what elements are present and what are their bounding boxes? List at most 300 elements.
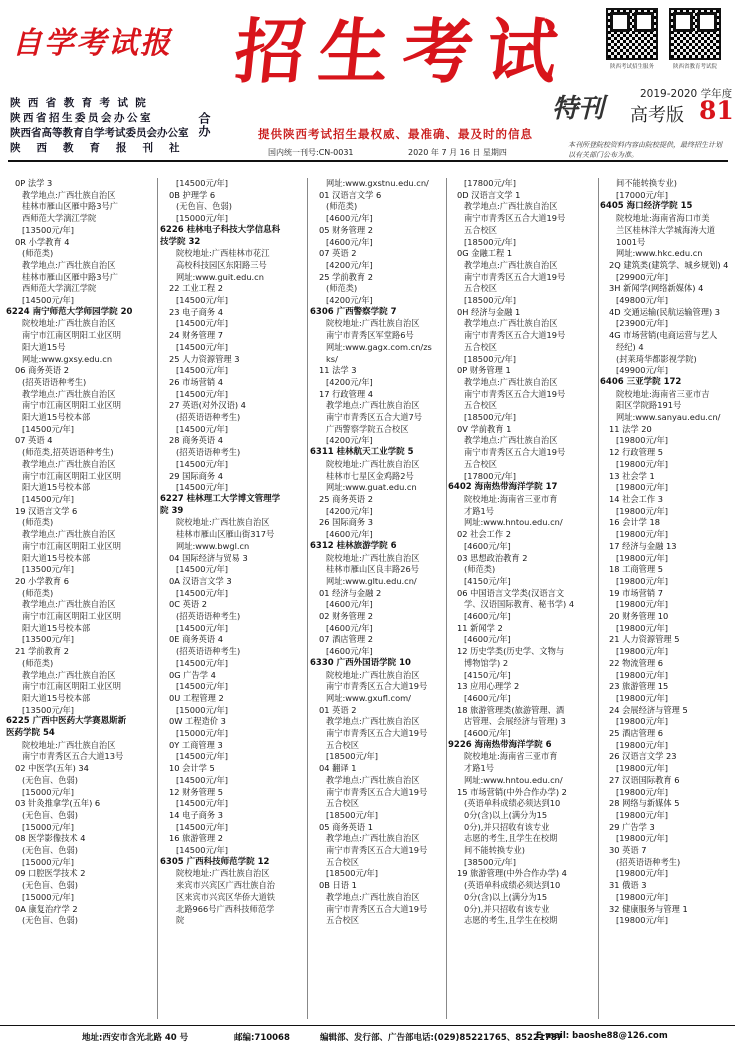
detail-line: [14500元/年]: [176, 587, 228, 598]
detail-line: [19800元/年]: [616, 763, 668, 774]
detail-line: [15000元/年]: [176, 704, 228, 715]
detail-line: [15000元/年]: [22, 786, 74, 797]
major-entry: 0W 工程造价 3: [169, 716, 226, 727]
detail-line: [17800元/年]: [464, 178, 516, 188]
detail-line: (师范类): [22, 248, 54, 259]
issue-date: 2020 年 7 月 16 日 星期四: [408, 148, 507, 157]
listing-column-2: [160, 178, 306, 1021]
major-entry: 07 英语 2: [319, 248, 357, 259]
major-entry: 13 社会学 1: [609, 470, 655, 481]
major-entry: 12 财务管理 5: [169, 786, 223, 797]
footer: [0, 1025, 735, 1049]
detail-line: 五合校区: [326, 739, 359, 750]
detail-line: [4600元/年]: [464, 692, 511, 703]
detail-line: [19800元/年]: [616, 716, 668, 727]
detail-line: [19800元/年]: [616, 646, 668, 657]
detail-line: [18500元/年]: [464, 236, 516, 247]
detail-line: (师范类): [464, 564, 496, 575]
detail-line: [14500元/年]: [176, 774, 228, 785]
detail-line: 南宁市江南区明阳工业区明: [22, 611, 121, 622]
detail-line: 阳大道15号校本部: [22, 552, 91, 563]
detail-line: 桂林市七星区金鸡路2号: [326, 470, 414, 481]
school-entry: 技学院 32: [160, 236, 201, 247]
major-entry: 26 国际商务 3: [319, 517, 373, 528]
column-divider: [157, 178, 158, 1019]
detail-line: 院校地址:广西桂林市花江: [176, 248, 270, 259]
major-entry: 2Q 建筑类(建筑学、城乡规划) 4: [609, 259, 729, 270]
major-entry: 02 社会工作 2: [457, 529, 511, 540]
detail-line: (无色盲、色弱): [22, 774, 78, 785]
detail-line: 五合校区: [464, 400, 497, 411]
detail-line: 教学地点:广西壮族自治区: [464, 376, 558, 387]
qr-caption: 陕西省教育考试院: [672, 64, 717, 70]
detail-line: 五合校区: [464, 458, 497, 469]
masthead: [0, 0, 735, 172]
organizer-line: 陕西教育报刊社: [10, 142, 196, 154]
detail-line: [23900元/年]: [616, 318, 668, 329]
major-entry: 18 工商管理 5: [609, 564, 663, 575]
detail-line: [13500元/年]: [22, 564, 74, 575]
page-number: 81: [699, 96, 734, 125]
detail-line: [14500元/年]: [176, 564, 228, 575]
detail-line: 经纪) 4: [616, 341, 644, 352]
detail-line: 博物馆学) 2: [464, 657, 509, 668]
major-entry: 0P 法学 3: [15, 178, 53, 188]
detail-line: [18500元/年]: [326, 809, 378, 820]
detail-line: [14500元/年]: [22, 295, 74, 306]
detail-line: 教学地点:广西壮族自治区: [464, 259, 558, 270]
detail-line: [4150元/年]: [464, 575, 511, 586]
masthead-title: 招生考试: [230, 10, 576, 93]
listing-column-4: [448, 178, 596, 1021]
detail-line: [4600元/年]: [464, 728, 511, 739]
major-entry: 12 行政管理 5: [609, 447, 663, 458]
major-entry: 26 汉语言文学 23: [609, 751, 677, 762]
major-entry: 11 法学 3: [319, 365, 357, 376]
detail-line: [19800元/年]: [616, 833, 668, 844]
header-divider: [8, 160, 728, 162]
major-entry: 27 汉语国际教育 6: [609, 774, 680, 785]
detail-line: 教学地点:广西壮族自治区: [22, 189, 116, 200]
detail-line: 志愿的考生,且学生在校期: [464, 833, 558, 844]
detail-line: 五合校区: [464, 283, 497, 294]
detail-line: [38500元/年]: [464, 856, 516, 867]
detail-line: 教学地点:广西壮族自治区: [464, 318, 558, 329]
major-entry: 0P 财务管理 1: [457, 365, 511, 376]
listing-column-1: [6, 178, 156, 1021]
major-entry: 0G 广告学 4: [169, 669, 216, 680]
detail-line: 阳区学院路191号: [616, 400, 682, 411]
detail-line: 教学地点:广西壮族自治区: [464, 201, 558, 212]
detail-line: 区来宾市兴宾区华侨大道铁: [176, 891, 275, 902]
major-entry: 23 旅游管理 15: [609, 681, 669, 692]
detail-line: 教学地点:广西壮族自治区: [22, 599, 116, 610]
detail-line: [14500元/年]: [176, 388, 228, 399]
detail-line: (招英语语种考生): [176, 412, 241, 423]
major-entry: 26 市场营销 4: [169, 376, 223, 387]
detail-line: 院校地址:广西壮族自治区: [176, 517, 270, 528]
detail-line: 阳大道15号校本部: [22, 622, 91, 633]
major-entry: 04 国际经济与贸易 3: [169, 552, 248, 563]
detail-line: [18500元/年]: [326, 751, 378, 762]
detail-line: 志愿的考生,且学生在校期: [464, 915, 558, 926]
detail-line: [4600元/年]: [464, 540, 511, 551]
detail-line: 广西警察学院五合校区: [326, 423, 409, 434]
detail-line: [19800元/年]: [616, 786, 668, 797]
major-entry: 06 商务英语 2: [15, 365, 69, 376]
detail-line: (无色盲、色弱): [22, 880, 78, 891]
detail-line: 桂林市雁山区雁山街317号: [176, 529, 275, 540]
school-entry: 6402 海南热带海洋学院 17: [448, 482, 558, 493]
detail-line: [17000元/年]: [616, 189, 668, 200]
detail-line: 南宁市江南区明阳工业区明: [22, 681, 121, 692]
column-divider: [598, 178, 599, 1019]
special-edition-label: 特刊: [552, 94, 605, 124]
detail-line: 阳大道15号校本部: [22, 692, 91, 703]
detail-line: [4200元/年]: [326, 295, 373, 306]
school-entry: 6306 广西警察学院 7: [310, 306, 397, 317]
detail-line: 五合校区: [464, 224, 497, 235]
detail-line: 网址:www.sanyau.edu.cn/: [616, 412, 721, 423]
major-entry: 16 旅游管理 2: [169, 833, 223, 844]
detail-line: 阳大道15号校本部: [22, 412, 91, 423]
detail-line: 网址:www.hntou.edu.cn/: [464, 774, 563, 785]
footer-phone: 编辑部、发行部、广告部电话:(029)85221765、85221787: [320, 1033, 563, 1043]
detail-line: 南宁市江南区明阳工业区明: [22, 540, 121, 551]
school-entry: 6330 广西外国语学院 10: [310, 657, 411, 668]
detail-line: [14500元/年]: [176, 681, 228, 692]
detail-line: 才路1号: [464, 763, 494, 774]
detail-line: [19800元/年]: [616, 505, 668, 516]
school-entry: 6225 广西中医药大学赛恩斯新: [6, 716, 127, 727]
major-entry: 31 俄语 3: [609, 880, 647, 891]
detail-line: [19800元/年]: [616, 915, 668, 926]
detail-line: 南宁市江南区明阳工业区明: [22, 470, 121, 481]
major-entry: 01 英语 2: [319, 704, 357, 715]
detail-line: 院校地址:广西壮族自治区: [326, 669, 420, 680]
detail-line: [14500元/年]: [176, 845, 228, 856]
detail-line: 桂林市雁山区雁中路3号广: [22, 201, 118, 212]
detail-line: 南宁市江南区明阳工业区明: [22, 330, 121, 341]
detail-line: [14500元/年]: [176, 318, 228, 329]
detail-line: [29900元/年]: [616, 271, 668, 282]
detail-line: 院校地址:广西壮族自治区: [326, 552, 420, 563]
detail-line: 院校地址:广西壮族自治区: [326, 458, 420, 469]
detail-line: [49800元/年]: [616, 295, 668, 306]
detail-line: 网址:www.gxufl.com/: [326, 692, 411, 703]
detail-line: [4600元/年]: [464, 634, 511, 645]
detail-line: 南宁市青秀区五合大道19号: [326, 845, 428, 856]
detail-line: 南宁市青秀区五合大道19号: [464, 447, 566, 458]
school-entry: 院 39: [160, 505, 184, 516]
detail-line: [49900元/年]: [616, 365, 668, 376]
detail-line: [19800元/年]: [616, 482, 668, 493]
detail-line: [14500元/年]: [176, 295, 228, 306]
detail-line: [14500元/年]: [176, 622, 228, 633]
major-entry: 0A 汉语言文学 3: [169, 575, 232, 586]
major-entry: 0A 康复治疗学 2: [15, 903, 78, 914]
major-entry: 07 英语 4: [15, 435, 53, 446]
major-entry: 14 社会工作 3: [609, 493, 663, 504]
major-entry: 06 中国语言文学类(汉语言文: [457, 587, 565, 598]
detail-line: 0分(含)以上(满分为15: [464, 809, 548, 820]
detail-line: 教学地点:广西壮族自治区: [22, 669, 116, 680]
detail-line: ks/: [326, 353, 338, 364]
detail-line: (无色盲、色弱): [22, 809, 78, 820]
major-entry: 0E 商务英语 4: [169, 634, 223, 645]
organizer-list: [10, 96, 210, 156]
detail-line: [19800元/年]: [616, 739, 668, 750]
detail-line: 网址:www.hkc.edu.cn: [616, 248, 703, 259]
detail-line: 0分),并只招收有该专业: [464, 821, 550, 832]
detail-line: [14500元/年]: [176, 341, 228, 352]
detail-line: 院: [176, 915, 185, 926]
detail-line: [19800元/年]: [616, 529, 668, 540]
detail-line: 院校地址:海南省海口市美: [616, 213, 710, 224]
detail-line: 学、汉语国际教育、秘书学) 4: [464, 599, 575, 610]
school-entry: 6312 桂林旅游学院 6: [310, 540, 397, 551]
major-entry: 03 针灸推拿学(五年) 6: [15, 798, 101, 809]
detail-line: [4600元/年]: [326, 529, 373, 540]
detail-line: [14500元/年]: [176, 423, 228, 434]
major-entry: 01 经济与金融 2: [319, 587, 382, 598]
major-entry: 19 旅游管理(中外合作办学) 4: [457, 868, 567, 879]
detail-line: [14500元/年]: [22, 423, 74, 434]
detail-line: [19800元/年]: [616, 692, 668, 703]
major-entry: 28 商务英语 4: [169, 435, 223, 446]
detail-line: [4600元/年]: [464, 611, 511, 622]
detail-line: [19800元/年]: [616, 552, 668, 563]
detail-line: (招英语语种考生): [176, 447, 241, 458]
school-entry: 6226 桂林电子科技大学信息科: [160, 224, 281, 235]
detail-line: [14500元/年]: [176, 482, 228, 493]
detail-line: (无色盲、色弱): [22, 845, 78, 856]
major-entry: 01 汉语言文学 6: [319, 189, 382, 200]
major-entry: 17 行政管理 4: [319, 388, 373, 399]
detail-line: [4600元/年]: [326, 646, 373, 657]
detail-line: 教学地点:广西壮族自治区: [326, 716, 420, 727]
qr-code-icon[interactable]: [606, 8, 658, 60]
major-entry: 25 商务英语 2: [319, 493, 373, 504]
listing-column-3: [310, 178, 445, 1021]
detail-line: [18500元/年]: [464, 295, 516, 306]
detail-line: 网址:www.hntou.edu.cn/: [464, 517, 563, 528]
major-entry: 10 会计学 5: [169, 763, 215, 774]
detail-line: (师范类): [22, 517, 54, 528]
detail-line: 来宾市兴宾区广西壮族自治: [176, 880, 275, 891]
major-entry: 02 中医学(五年) 34: [15, 763, 89, 774]
detail-line: 网址:www.guit.edu.cn: [176, 271, 264, 282]
detail-line: [18500元/年]: [464, 412, 516, 423]
detail-line: [19800元/年]: [616, 435, 668, 446]
detail-line: 南宁市青秀区五合大道13号: [22, 751, 124, 762]
major-entry: 0H 经济与金融 1: [457, 306, 521, 317]
detail-line: (师范类): [326, 201, 358, 212]
detail-line: [4150元/年]: [464, 669, 511, 680]
detail-line: 网址:www.bwgl.cn: [176, 540, 250, 551]
major-entry: 0U 工程管理 2: [169, 692, 224, 703]
school-entry: 6311 桂林航天工业学院 5: [310, 447, 414, 458]
major-entry: 04 翻译 1: [319, 763, 357, 774]
major-entry: 07 酒店管理 2: [319, 634, 373, 645]
major-entry: 0V 学前教育 1: [457, 423, 512, 434]
detail-line: 南宁市江南区明阳工业区明: [22, 400, 121, 411]
detail-line: [14500元/年]: [176, 178, 228, 188]
detail-line: 0分),并只招收有该专业: [464, 903, 550, 914]
detail-line: [4600元/年]: [326, 599, 373, 610]
major-entry: 21 学前教育 2: [15, 646, 69, 657]
footer-email[interactable]: E-mail: baoshe88@126.com: [536, 1031, 668, 1041]
detail-line: 网址:www.gltu.edu.cn/: [326, 575, 417, 586]
detail-line: 教学地点:广西壮族自治区: [326, 833, 420, 844]
detail-line: [4600元/年]: [326, 213, 373, 224]
major-entry: 23 电子商务 4: [169, 306, 223, 317]
detail-line: [14500元/年]: [176, 821, 228, 832]
detail-line: 教学地点:广西壮族自治区: [464, 435, 558, 446]
detail-line: 南宁市青秀区五合大道19号: [464, 271, 566, 282]
major-entry: 09 口腔医学技术 2: [15, 868, 86, 879]
footer-postcode: 邮编:710068: [234, 1033, 290, 1043]
major-entry: 32 健康服务与管理 1: [609, 903, 688, 914]
major-entry: 27 英语(对外汉语) 4: [169, 400, 246, 411]
detail-line: [14500元/年]: [176, 751, 228, 762]
detail-line: 间不能转换专业): [464, 845, 525, 856]
major-entry: 12 历史学类(历史学、文物与: [457, 646, 565, 657]
organizer-line: 陕西省教育考试院: [10, 97, 154, 109]
detail-line: (无色盲、色弱): [176, 201, 232, 212]
detail-line: 南宁市青秀区五合大道19号: [464, 330, 566, 341]
detail-line: 南宁市青秀区五合大道19号: [326, 786, 428, 797]
detail-line: [13500元/年]: [22, 634, 74, 645]
major-entry: 24 财务管理 7: [169, 330, 223, 341]
major-entry: 0B 日语 1: [319, 880, 357, 891]
detail-line: [18500元/年]: [326, 868, 378, 879]
detail-line: [15000元/年]: [22, 821, 74, 832]
detail-line: (招英语语种考生): [176, 611, 241, 622]
school-entry: 6224 南宁师范大学师园学院 20: [6, 306, 133, 317]
major-entry: 11 新闻学 2: [457, 622, 503, 633]
detail-line: 0分(含)以上(满分为15: [464, 891, 548, 902]
detail-line: [14500元/年]: [176, 458, 228, 469]
detail-line: (招英语语种考生): [176, 646, 241, 657]
detail-line: (师范类): [22, 657, 54, 668]
major-entry: 20 小学教育 6: [15, 575, 69, 586]
detail-line: (招英语语种考生): [22, 376, 87, 387]
detail-line: 西师范大学漓江学院: [22, 283, 97, 294]
school-entry: 6227 桂林理工大学博文管理学: [160, 493, 281, 504]
major-entry: 25 人力资源管理 3: [169, 353, 240, 364]
detail-line: 间不能转换专业): [616, 178, 677, 188]
detail-line: [15000元/年]: [176, 213, 228, 224]
major-entry: 22 工业工程 2: [169, 283, 223, 294]
major-entry: 05 财务管理 2: [319, 224, 373, 235]
major-entry: 29 广告学 3: [609, 821, 655, 832]
detail-line: [19800元/年]: [616, 868, 668, 879]
detail-line: 南宁市青秀区五合大道19号: [326, 728, 428, 739]
detail-line: 五合校区: [326, 798, 359, 809]
qr-code-icon[interactable]: [669, 8, 721, 60]
detail-line: 南宁市青秀区五合大道19号: [464, 388, 566, 399]
detail-line: [4600元/年]: [326, 622, 373, 633]
major-entry: 4D 交通运输(民航运输管理) 3: [609, 306, 721, 317]
major-entry: 3H 新闻学(网络新媒体) 4: [609, 283, 704, 294]
major-entry: 0C 英语 2: [169, 599, 208, 610]
detail-line: [19800元/年]: [616, 622, 668, 633]
detail-line: 院校地址:海南省三亚市育: [464, 493, 558, 504]
detail-line: (招英语语种考生): [616, 856, 681, 867]
detail-line: [15000元/年]: [176, 728, 228, 739]
major-entry: 02 财务管理 2: [319, 611, 373, 622]
detail-line: [4200元/年]: [326, 259, 373, 270]
major-entry: 15 市场营销(中外合作办学) 2: [457, 786, 567, 797]
school-entry: 6305 广西科技师范学院 12: [160, 856, 270, 867]
major-entry: 21 人力资源管理 5: [609, 634, 680, 645]
major-entry: 24 会展经济与管理 5: [609, 704, 688, 715]
detail-line: 南宁市青秀区五合大道19号: [326, 903, 428, 914]
major-entry: 25 酒店管理 6: [609, 728, 663, 739]
detail-line: 五合校区: [326, 915, 359, 926]
major-entry: 17 经济与金融 13: [609, 540, 677, 551]
detail-line: [19800元/年]: [616, 458, 668, 469]
detail-line: [19800元/年]: [616, 599, 668, 610]
detail-line: 兰区桂林洋大学城海涛大道: [616, 224, 715, 235]
detail-line: 院校地址:海南省三亚市吉: [616, 388, 710, 399]
detail-line: 院校地址:广西壮族自治区: [326, 318, 420, 329]
detail-line: 南宁市青秀区五合大道19号: [464, 213, 566, 224]
detail-line: 1001号: [616, 236, 646, 247]
academic-year: 2019-2020 学年度: [640, 88, 733, 100]
detail-line: [15000元/年]: [22, 856, 74, 867]
detail-line: [19800元/年]: [616, 809, 668, 820]
detail-line: [14500元/年]: [176, 798, 228, 809]
major-entry: 28 网络与新媒体 5: [609, 798, 680, 809]
major-entry: 25 学前教育 2: [319, 271, 373, 282]
detail-line: 教学地点:广西壮族自治区: [326, 774, 420, 785]
detail-line: 五合校区: [464, 341, 497, 352]
detail-line: 西师范大学漓江学院: [22, 213, 97, 224]
detail-line: 教学地点:广西壮族自治区: [22, 529, 116, 540]
detail-line: [19800元/年]: [616, 669, 668, 680]
major-entry: 14 电子商务 3: [169, 809, 223, 820]
detail-line: [14500元/年]: [176, 657, 228, 668]
disclaimer-note: 本刊所登院校资料内容由院校提供，最终招生计划以有关部门公布为准。: [568, 141, 722, 159]
detail-line: 高校科技园区东阳路三号: [176, 259, 267, 270]
major-entry: 13 应用心理学 2: [457, 681, 520, 692]
detail-line: 院校地址:海南省三亚市育: [464, 751, 558, 762]
detail-line: (英语单科成绩必须达到10: [464, 798, 561, 809]
major-entry: 0B 护理学 6: [169, 189, 216, 200]
major-entry: 0G 金融工程 1: [457, 248, 513, 259]
detail-line: [17800元/年]: [464, 470, 516, 481]
detail-line: 教学地点:广西壮族自治区: [326, 400, 420, 411]
major-entry: 22 物流管理 6: [609, 657, 663, 668]
column-divider: [446, 178, 447, 1019]
major-entry: 0D 汉语言文学 1: [457, 189, 521, 200]
detail-line: [4200元/年]: [326, 435, 373, 446]
slogan: 提供陕西考试招生最权威、最准确、最及时的信息: [258, 127, 533, 141]
detail-line: [4600元/年]: [326, 236, 373, 247]
detail-line: 网址:www.guat.edu.cn: [326, 482, 417, 493]
major-entry: 0R 小学教育 4: [15, 236, 70, 247]
school-entry: 9226 海南热带海洋学院 6: [448, 739, 552, 750]
detail-line: 阳大道15号校本部: [22, 482, 91, 493]
detail-line: [14500元/年]: [176, 365, 228, 376]
detail-line: 网址:www.gxsy.edu.cn: [22, 353, 113, 364]
joint-label: 合办: [197, 112, 211, 138]
detail-line: 教学地点:广西壮族自治区: [22, 388, 116, 399]
detail-line: 院校地址:广西壮族自治区: [22, 318, 116, 329]
detail-line: 店管理、会展经济与管理) 3: [464, 716, 566, 727]
